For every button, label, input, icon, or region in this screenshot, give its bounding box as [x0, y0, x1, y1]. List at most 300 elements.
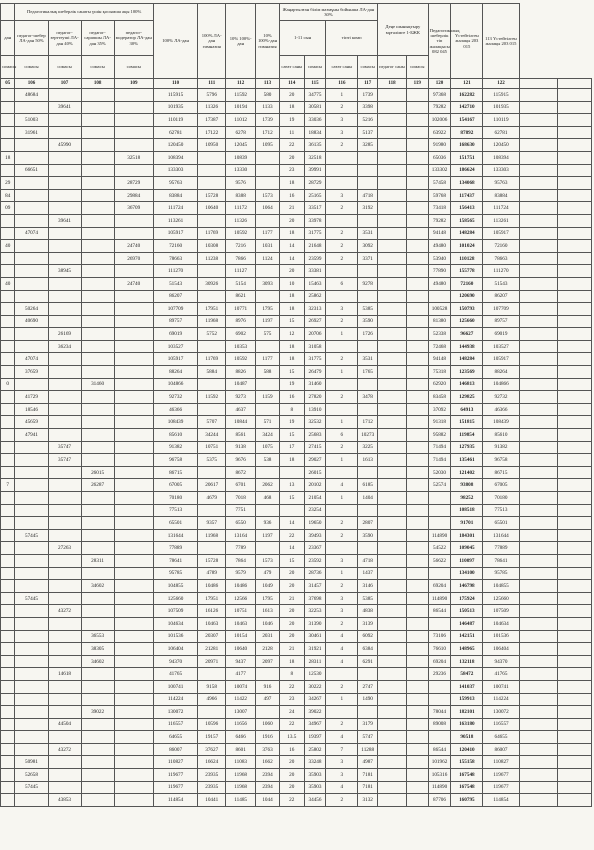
- table-cell: 7864: [226, 554, 256, 567]
- table-cell: [198, 403, 226, 416]
- table-row: [1, 441, 592, 454]
- table-cell: [114, 290, 153, 303]
- table-cell: 104855: [483, 580, 519, 593]
- table-cell: 1: [326, 89, 358, 102]
- table-cell: [81, 429, 114, 442]
- table-cell: [326, 706, 358, 719]
- table-cell: 1662: [256, 756, 280, 769]
- table-cell: 20: [279, 567, 304, 580]
- table-cell: 25683: [304, 429, 326, 442]
- table-row: [1, 114, 592, 127]
- table-cell: 17951: [198, 592, 226, 605]
- table-cell: 110119: [153, 114, 197, 127]
- table-cell: [48, 466, 81, 479]
- table-cell: 3590: [358, 315, 378, 328]
- table-cell: [519, 227, 557, 240]
- table-cell: [428, 504, 451, 517]
- table-cell: [557, 101, 591, 114]
- table-cell: 15: [279, 429, 304, 442]
- table-cell: [1, 643, 15, 656]
- table-cell: 123569: [451, 366, 483, 379]
- table-cell: [557, 605, 591, 618]
- table-cell: 4718: [358, 554, 378, 567]
- table-cell: [557, 592, 591, 605]
- table-cell: [81, 743, 114, 756]
- table-cell: 62920: [428, 378, 451, 391]
- table-cell: 155158: [451, 756, 483, 769]
- table-cell: [557, 693, 591, 706]
- table-cell: 71494: [428, 441, 451, 454]
- table-cell: [81, 567, 114, 580]
- table-cell: 31058: [304, 340, 326, 353]
- table-cell: 32518: [304, 151, 326, 164]
- table-cell: 11968: [198, 315, 226, 328]
- table-row: [1, 655, 592, 668]
- table-cell: 39493: [304, 529, 326, 542]
- table-cell: [519, 630, 557, 643]
- table-cell: [406, 353, 428, 366]
- table-cell: [378, 466, 407, 479]
- table-cell: 1573: [256, 189, 280, 202]
- table-cell: 20706: [304, 328, 326, 341]
- table-cell: [358, 214, 378, 227]
- table-cell: 73106: [428, 630, 451, 643]
- table-cell: 86715: [153, 466, 197, 479]
- table-cell: 57445: [15, 781, 48, 794]
- table-row: [1, 580, 592, 593]
- table-cell: [519, 706, 557, 719]
- table-cell: [256, 466, 280, 479]
- table-cell: 94148: [428, 227, 451, 240]
- column-number: 120: [428, 79, 451, 89]
- table-cell: 22: [279, 680, 304, 693]
- column-number: 109: [114, 79, 153, 89]
- table-cell: [48, 655, 81, 668]
- table-cell: [15, 340, 48, 353]
- table-cell: 30461: [304, 630, 326, 643]
- table-row: [1, 454, 592, 467]
- table-cell: [1, 139, 15, 152]
- table-cell: [428, 617, 451, 630]
- table-cell: [1, 580, 15, 593]
- table-cell: 101962: [428, 756, 451, 769]
- table-cell: 49480: [428, 277, 451, 290]
- table-cell: 115915: [153, 89, 197, 102]
- table-cell: [406, 794, 428, 807]
- table-cell: 20: [279, 630, 304, 643]
- table-cell: 77513: [483, 504, 519, 517]
- table-cell: 67005: [153, 479, 197, 492]
- table-cell: [114, 378, 153, 391]
- table-cell: [1, 668, 15, 681]
- table-cell: [557, 454, 591, 467]
- table-cell: 31775: [304, 227, 326, 240]
- table-cell: [114, 731, 153, 744]
- table-cell: [378, 718, 407, 731]
- table-cell: [519, 303, 557, 316]
- table-cell: [406, 290, 428, 303]
- table-cell: [378, 252, 407, 265]
- table-cell: [519, 504, 557, 517]
- table-cell: 66651: [15, 164, 48, 177]
- table-cell: 133303: [483, 164, 519, 177]
- table-cell: [378, 202, 407, 215]
- table-cell: 468: [256, 492, 280, 505]
- table-row: [1, 743, 592, 756]
- table-cell: [406, 416, 428, 429]
- table-cell: [114, 756, 153, 769]
- table-cell: 2: [326, 718, 358, 731]
- table-cell: 130072: [483, 706, 519, 719]
- table-cell: 101536: [483, 630, 519, 643]
- table-cell: [378, 441, 407, 454]
- table-cell: 62781: [483, 126, 519, 139]
- table-cell: [1, 114, 15, 127]
- table-cell: 115915: [483, 89, 519, 102]
- table-cell: 34267: [304, 693, 326, 706]
- table-cell: 49480: [428, 240, 451, 253]
- table-cell: [406, 441, 428, 454]
- table-cell: 77889: [483, 542, 519, 555]
- table-cell: [519, 466, 557, 479]
- table-cell: [256, 290, 280, 303]
- table-cell: [557, 680, 591, 693]
- table-cell: [114, 580, 153, 593]
- table-cell: 7789: [226, 542, 256, 555]
- table-cell: [15, 630, 48, 643]
- table-cell: [1, 340, 15, 353]
- table-cell: 8388: [226, 189, 256, 202]
- table-cell: 14: [279, 517, 304, 530]
- table-cell: 79282: [428, 214, 451, 227]
- table-cell: 163180: [451, 718, 483, 731]
- header-cell: 100% ЛА-дан: [153, 4, 197, 79]
- table-cell: [48, 693, 81, 706]
- table-cell: [519, 101, 557, 114]
- table-cell: [557, 706, 591, 719]
- table-cell: 33978: [304, 214, 326, 227]
- table-cell: 52658: [15, 769, 48, 782]
- table-cell: 67005: [483, 479, 519, 492]
- table-cell: [48, 240, 81, 253]
- table-cell: 21054: [304, 492, 326, 505]
- table-cell: 27820: [304, 391, 326, 404]
- table-cell: 109045: [451, 542, 483, 555]
- table-cell: 162282: [451, 89, 483, 102]
- table-cell: [519, 643, 557, 656]
- table-cell: [48, 189, 81, 202]
- table-cell: 47074: [15, 353, 48, 366]
- table-cell: [81, 139, 114, 152]
- table-cell: 35903: [304, 769, 326, 782]
- table-cell: 87892: [451, 126, 483, 139]
- table-cell: [406, 303, 428, 316]
- table-cell: [48, 529, 81, 542]
- table-cell: [114, 668, 153, 681]
- table-cell: 16126: [198, 605, 226, 618]
- table-cell: 1177: [256, 227, 280, 240]
- table-cell: 86715: [483, 466, 519, 479]
- table-cell: [519, 164, 557, 177]
- table-cell: [406, 731, 428, 744]
- table-cell: 10592: [226, 353, 256, 366]
- table-cell: [114, 227, 153, 240]
- table-cell: [557, 718, 591, 731]
- table-cell: 86544: [428, 605, 451, 618]
- table-cell: 18: [279, 340, 304, 353]
- table-cell: 48684: [15, 89, 48, 102]
- table-cell: [406, 214, 428, 227]
- table-cell: 1159: [256, 391, 280, 404]
- table-cell: 36553: [81, 630, 114, 643]
- table-cell: 89008: [428, 718, 451, 731]
- table-cell: [48, 164, 81, 177]
- table-cell: 3: [326, 114, 358, 127]
- table-cell: 96627: [451, 328, 483, 341]
- table-cell: [1, 315, 15, 328]
- table-cell: 3590: [358, 529, 378, 542]
- table-cell: 26015: [304, 466, 326, 479]
- table-cell: 63922: [428, 126, 451, 139]
- table-cell: 11592: [198, 391, 226, 404]
- table-cell: [256, 378, 280, 391]
- table-cell: 19: [279, 114, 304, 127]
- table-cell: [406, 252, 428, 265]
- table-cell: 17: [279, 441, 304, 454]
- table-cell: [406, 617, 428, 630]
- table-cell: [378, 756, 407, 769]
- table-cell: 3146: [358, 580, 378, 593]
- table-cell: [557, 202, 591, 215]
- table-cell: 4679: [198, 492, 226, 505]
- header-cell: сомасы: [81, 56, 114, 79]
- table-cell: 1124: [256, 252, 280, 265]
- table-cell: 24740: [114, 240, 153, 253]
- table-cell: [15, 214, 48, 227]
- table-cell: 10154: [226, 630, 256, 643]
- table-cell: [406, 630, 428, 643]
- table-cell: [48, 492, 81, 505]
- table-cell: 6701: [226, 479, 256, 492]
- table-row: [1, 89, 592, 102]
- table-row: [1, 756, 592, 769]
- table-cell: [114, 265, 153, 278]
- table-cell: 4: [326, 630, 358, 643]
- table-cell: 1064: [256, 202, 280, 215]
- table-cell: 10353: [226, 340, 256, 353]
- table-cell: 141037: [451, 680, 483, 693]
- table-cell: [15, 454, 48, 467]
- table-cell: 44504: [48, 718, 81, 731]
- table-cell: 38945: [48, 265, 81, 278]
- table-cell: 130072: [153, 706, 197, 719]
- table-cell: [81, 391, 114, 404]
- table-cell: 30581: [304, 101, 326, 114]
- table-cell: 31921: [304, 643, 326, 656]
- header-cell: педагог-сарапшы ЛА-дан 35%: [81, 21, 114, 56]
- table-cell: [81, 542, 114, 555]
- table-cell: 39022: [304, 706, 326, 719]
- table-cell: [198, 466, 226, 479]
- table-cell: 36135: [304, 139, 326, 152]
- table-cell: [406, 328, 428, 341]
- table-cell: [48, 89, 81, 102]
- table-cell: [114, 693, 153, 706]
- table-cell: 11968: [198, 529, 226, 542]
- table-cell: 33036: [304, 114, 326, 127]
- table-cell: [256, 214, 280, 227]
- table-cell: [114, 441, 153, 454]
- table-cell: 18: [1, 151, 15, 164]
- table-cell: 1795: [256, 592, 280, 605]
- table-cell: 40: [1, 277, 15, 290]
- table-cell: 3132: [358, 794, 378, 807]
- table-row: [1, 353, 592, 366]
- table-cell: [326, 151, 358, 164]
- table-cell: 114854: [483, 794, 519, 807]
- table-cell: [519, 794, 557, 807]
- table-cell: 11592: [226, 89, 256, 102]
- table-cell: [519, 529, 557, 542]
- table-cell: 3285: [358, 139, 378, 152]
- table-cell: 50981: [15, 756, 48, 769]
- header-cell: педагог-модератор ЛА-дан 30%: [114, 21, 153, 56]
- table-cell: 1049: [256, 580, 280, 593]
- table-cell: 91382: [153, 441, 197, 454]
- table-cell: [406, 101, 428, 114]
- table-cell: [198, 290, 226, 303]
- table-cell: 47074: [15, 227, 48, 240]
- table-cell: [1, 655, 15, 668]
- table-cell: 7751: [226, 504, 256, 517]
- table-cell: 2: [326, 202, 358, 215]
- table-cell: 98252: [451, 492, 483, 505]
- table-cell: 916: [256, 680, 280, 693]
- table-cell: 11769: [198, 353, 226, 366]
- table-cell: [378, 353, 407, 366]
- table-cell: 104866: [483, 378, 519, 391]
- table-cell: 78044: [428, 706, 451, 719]
- table-cell: 6902: [226, 328, 256, 341]
- table-cell: 13164: [226, 529, 256, 542]
- table-cell: [519, 655, 557, 668]
- table-cell: 1712: [256, 126, 280, 139]
- table-cell: [557, 151, 591, 164]
- table-cell: [81, 89, 114, 102]
- table-cell: [1, 630, 15, 643]
- table-cell: 3225: [358, 441, 378, 454]
- table-cell: [406, 718, 428, 731]
- table-cell: 133303: [153, 164, 197, 177]
- table-cell: 1197: [256, 529, 280, 542]
- table-cell: 12045: [226, 139, 256, 152]
- table-cell: 13.5: [279, 731, 304, 744]
- table-cell: 3: [326, 605, 358, 618]
- table-cell: [81, 492, 114, 505]
- table-cell: [81, 277, 114, 290]
- table-cell: 26015: [81, 466, 114, 479]
- table-cell: 1031: [256, 240, 280, 253]
- table-row: [1, 668, 592, 681]
- header-cell: сомасы: [304, 56, 326, 79]
- table-cell: 12530: [304, 668, 326, 681]
- table-cell: [114, 517, 153, 530]
- table-cell: [15, 441, 48, 454]
- table-cell: [1, 89, 15, 102]
- table-cell: [48, 315, 81, 328]
- table-cell: 119677: [153, 769, 197, 782]
- table-cell: [557, 240, 591, 253]
- table-cell: 6278: [226, 126, 256, 139]
- table-cell: [406, 366, 428, 379]
- table-cell: [81, 240, 114, 253]
- table-cell: 6: [326, 429, 358, 442]
- table-cell: 17122: [198, 126, 226, 139]
- table-cell: 1765: [358, 366, 378, 379]
- column-number: 117: [358, 79, 378, 89]
- table-cell: [326, 177, 358, 190]
- table-cell: [519, 126, 557, 139]
- table-cell: 57445: [15, 529, 48, 542]
- table-cell: 86007: [153, 743, 197, 756]
- table-cell: [378, 643, 407, 656]
- table-cell: [48, 617, 81, 630]
- table-cell: 26169: [48, 328, 81, 341]
- table-cell: 1: [326, 492, 358, 505]
- table-cell: [1, 492, 15, 505]
- table-cell: [378, 731, 407, 744]
- table-cell: [406, 592, 428, 605]
- table-cell: [519, 554, 557, 567]
- table-cell: [48, 756, 81, 769]
- header-group-pedagogy-bonus: Педагогикалық шеберлік санаты үшін қосымша ақы 100%: [15, 4, 153, 21]
- table-cell: 8672: [226, 466, 256, 479]
- table-cell: 105917: [153, 353, 197, 366]
- table-cell: 107509: [153, 605, 197, 618]
- table-cell: [48, 252, 81, 265]
- table-cell: [557, 403, 591, 416]
- header-cell: дан: [1, 21, 15, 56]
- table-cell: [1, 429, 15, 442]
- table-cell: 36234: [48, 340, 81, 353]
- table-cell: 8561: [226, 429, 256, 442]
- table-cell: [557, 214, 591, 227]
- table-cell: [198, 668, 226, 681]
- table-cell: 29: [1, 177, 15, 190]
- table-cell: 1: [326, 454, 358, 467]
- table-cell: 19: [279, 378, 304, 391]
- table-cell: 18: [279, 177, 304, 190]
- table-cell: 10487: [226, 378, 256, 391]
- table-cell: 167548: [451, 769, 483, 782]
- table-cell: [114, 643, 153, 656]
- table-row: [1, 366, 592, 379]
- table-cell: 1: [326, 693, 358, 706]
- table-cell: [15, 177, 48, 190]
- table-cell: 114890: [428, 592, 451, 605]
- table-cell: 160795: [451, 794, 483, 807]
- table-cell: 14618: [48, 668, 81, 681]
- table-cell: [326, 290, 358, 303]
- table-cell: [1, 567, 15, 580]
- table-cell: 5707: [198, 416, 226, 429]
- table-cell: 1: [326, 328, 358, 341]
- table-row: [1, 177, 592, 190]
- table-cell: [326, 668, 358, 681]
- table-cell: 175924: [451, 592, 483, 605]
- table-cell: 108394: [483, 151, 519, 164]
- table-cell: 2: [326, 517, 358, 530]
